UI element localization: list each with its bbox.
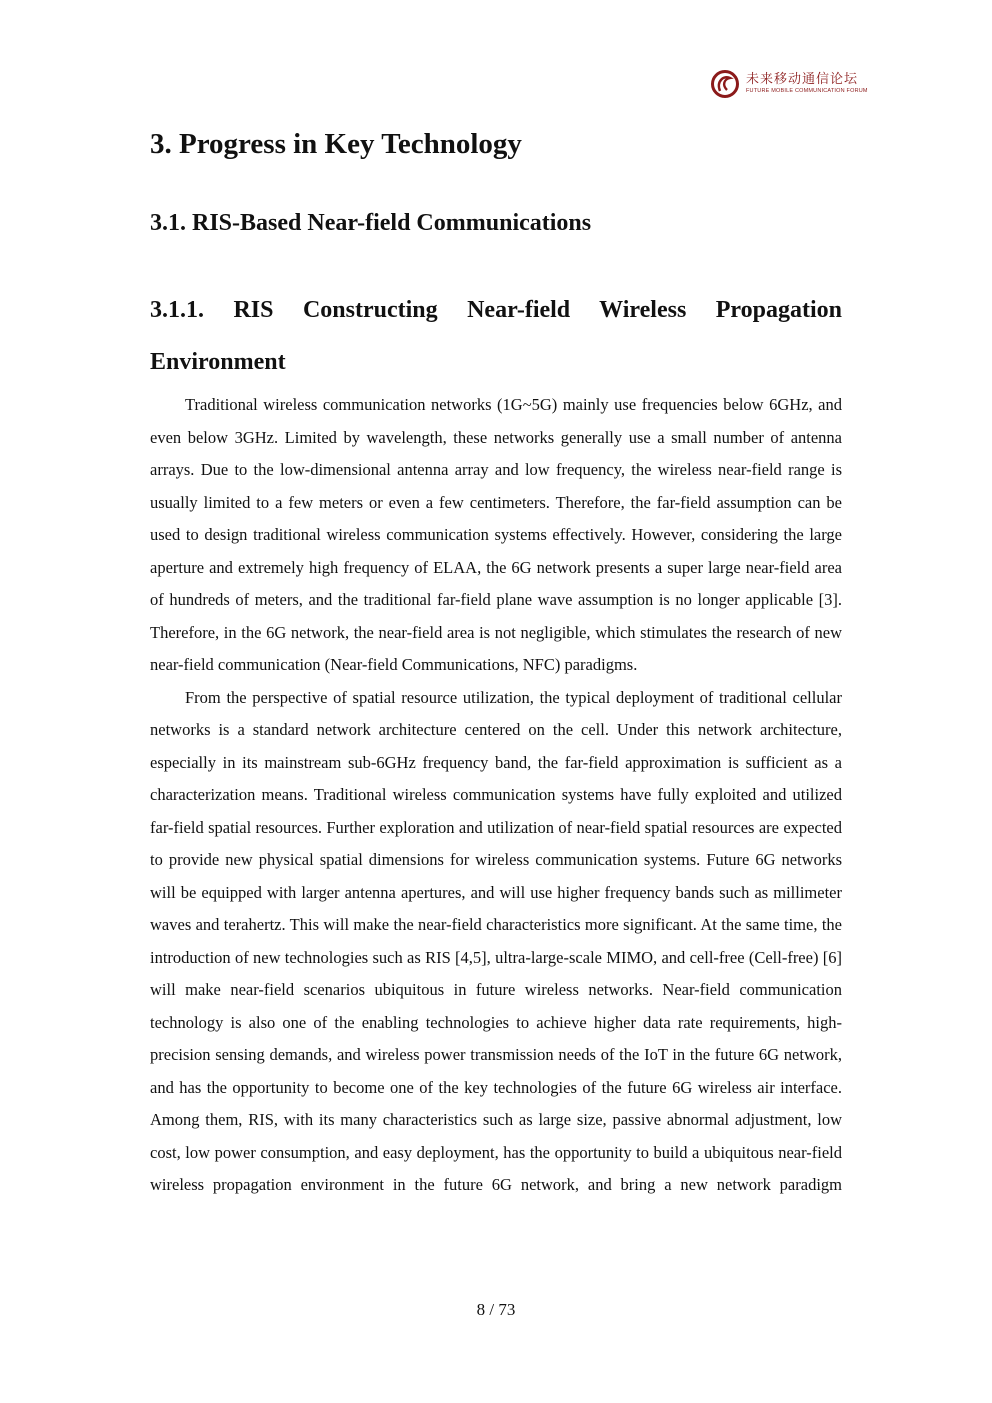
forum-logo	[710, 66, 880, 102]
subsubsection-title-line1: 3.1.1. RIS Constructing Near-field Wireless Propagation	[150, 297, 842, 323]
subsection-title: 3.1. RIS-Based Near-field Communications	[150, 210, 592, 236]
forum-logo-icon	[710, 69, 740, 99]
subsubsection-title	[150, 284, 842, 388]
paragraph: Traditional wireless communication networks (1G~5G) mainly use frequencies below 6GHz, and even below 3GHz. Limited by wavelength, these networks generally use a small number of antenna arrays. Due to the low-dimensional antenna array and low frequency, the wireless near-field range is usually limited to a few meters or even a few centimeters. Therefore, the far-field assumption can be used to design traditional wireless communication systems effectively. However, considering the large aperture and extremely high frequency of ELAA, the 6G network presents a super large near-field area of hundreds of meters, and the traditional far-field plane wave assumption is no longer applicable [3]. Therefore, in the 6G network, the near-field area is not negligible, which stimulates the research of new near-field communication (Near-field Communications, NFC) paradigms.	[150, 395, 842, 674]
subsubsection-title-line2: Environment	[150, 349, 286, 375]
section-title: 3. Progress in Key Technology	[150, 128, 522, 160]
logo-chinese-text: 未来移动通信论坛	[746, 72, 859, 88]
body-text	[150, 389, 842, 1202]
page-number: 8 / 73	[476, 1300, 516, 1319]
logo-english-text: FUTURE MOBILE COMMUNICATION FORUM	[746, 88, 868, 95]
paragraph: From the perspective of spatial resource utilization, the typical deployment of traditional cellular networks is a standard network architecture centered on the cell. Under this network architecture, especially in its mainstream sub-6GHz frequency band, the far-field approximation is sufficient as a characterization means. Traditional wireless communication systems have fully exploited and utilized far-field spatial resources. Further exploration and utilization of near-field spatial resources are expected to provide new physical spatial dimensions for wireless communication systems. Future 6G networks will be equipped with larger antenna apertures, and will use higher frequency bands such as millimeter waves and terahertz. This will make the near-field characteristics more significant. At the same time, the introduction of new technologies such as RIS [4,5], ultra-large-scale MIMO, and cell-free (Cell-free) [6] will make near-field scenarios ubiquitous in future wireless networks. Near-field communication technology is also one of the enabling technologies to achieve higher data rate requirements, high-precision sensing demands, and wireless power transmission needs of the IoT in the future 6G network, and has the opportunity to become one of the key technologies of the future 6G wireless air interface. Among them, RIS, with its many characteristics such as large size, passive abnormal adjustment, low cost, low power consumption, and easy deployment, has the opportunity to build a ubiquitous near-field wireless propagation environment in the future 6G network, and bring a new network paradigm	[150, 687, 842, 1194]
